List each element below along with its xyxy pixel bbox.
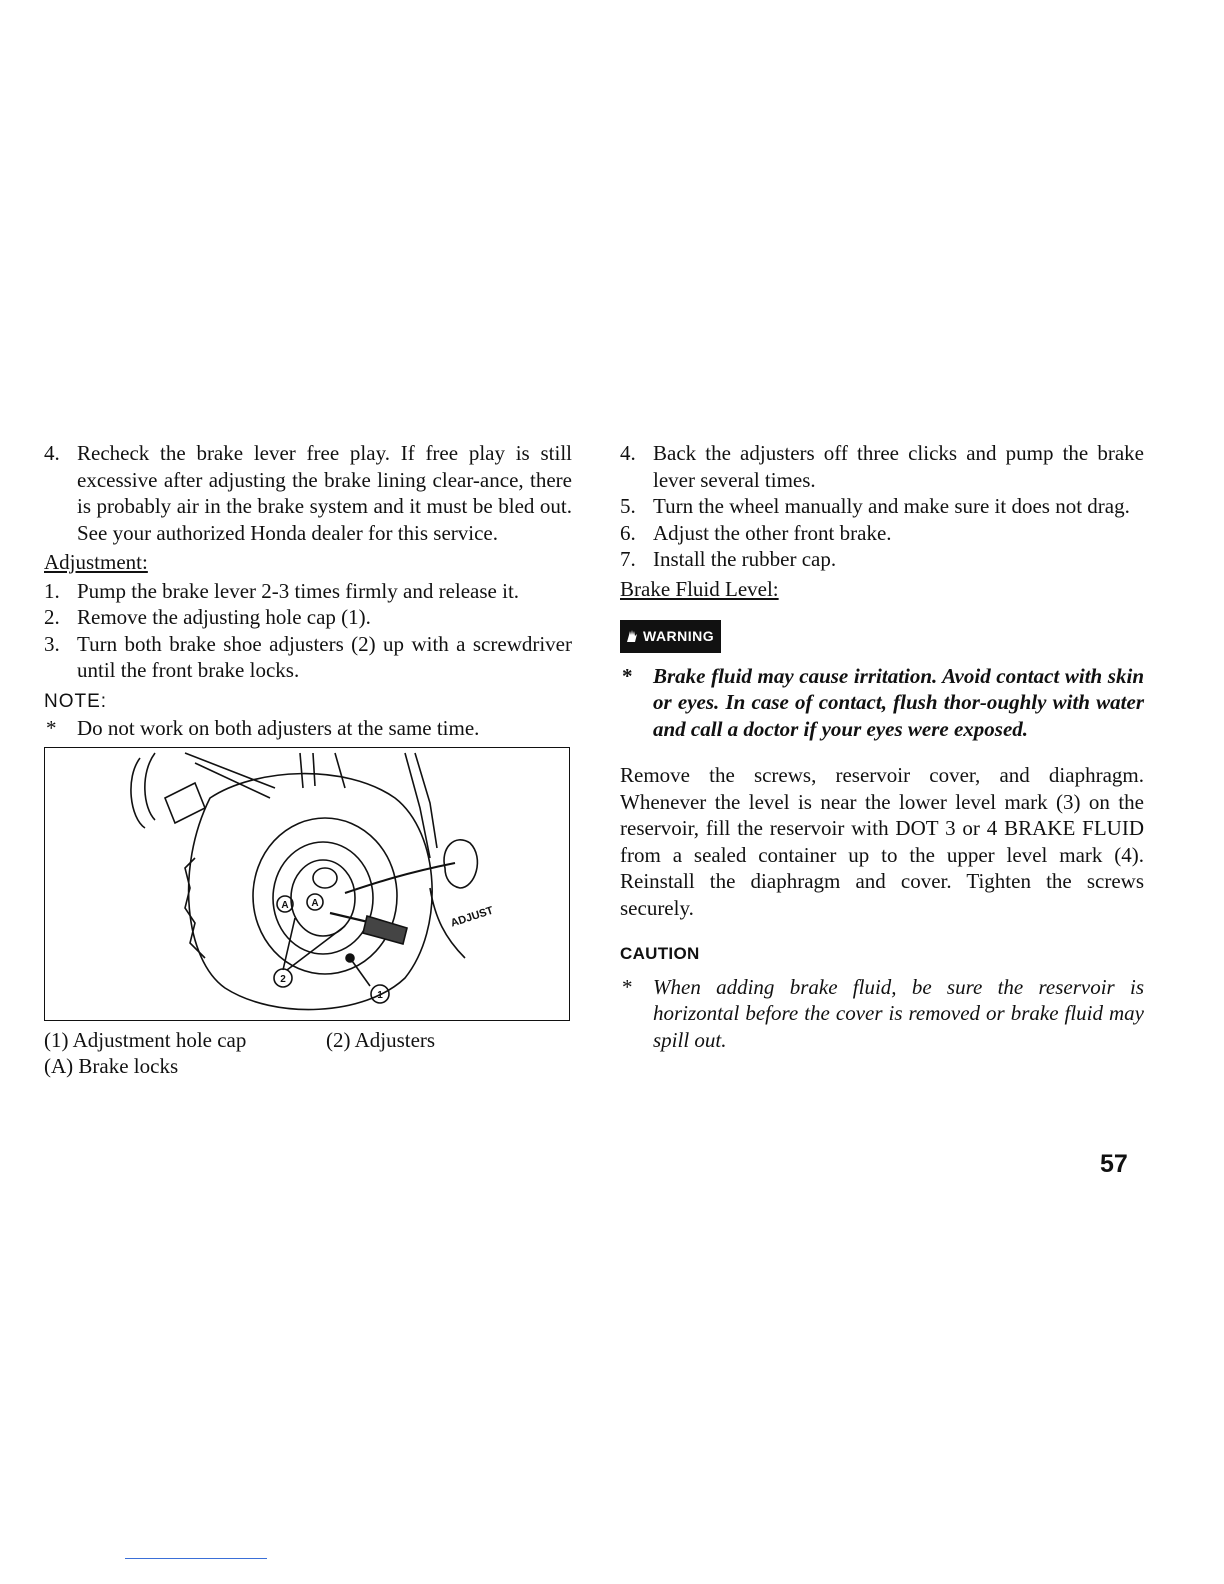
step-number: 1. — [44, 578, 60, 603]
frame-tube — [131, 758, 145, 828]
reservoir-instructions: Remove the screws, reservoir cover, and diaphragm. Whenever the level is near the lower level mark (3) on the reservoir, fill the reservoir with DOT 3 or 4 BRAKE FLUID from a sealed container up to the upper level mark (4). Reinstall the diaphragm and cover. Tighten the screws securely. — [620, 763, 1144, 920]
figure-captions — [44, 1027, 572, 1080]
caption-adjustment-hole-cap: (1) Adjustment hole cap — [44, 1027, 247, 1052]
caption-adjusters: (2) Adjusters — [326, 1027, 436, 1052]
screwdriver-handle — [363, 916, 407, 944]
tire-tread — [185, 858, 205, 958]
caution-text: When adding brake fluid, be sure the reservoir is horizontal before the cover is removed or brake fluid may spill out. — [653, 974, 1144, 1052]
frame-tube — [145, 753, 155, 820]
caution-label: CAUTION — [620, 944, 700, 963]
step-2 — [44, 604, 572, 631]
caution-item — [620, 974, 1144, 1054]
bullet-asterisk: * — [622, 974, 633, 999]
wheel-drawing — [45, 748, 569, 1020]
leader-line-1 — [350, 958, 370, 986]
step-text: Turn both brake shoe adjusters (2) up with a screwdriver until the front brake locks. — [77, 631, 572, 682]
frame-tube — [185, 753, 275, 788]
brake-drum — [273, 842, 373, 954]
step-7 — [620, 546, 1144, 573]
step-number: 7. — [620, 547, 636, 571]
caption-brake-locks: (A) Brake locks — [44, 1054, 179, 1078]
callout-a-label: A — [281, 899, 289, 911]
step-3 — [44, 631, 572, 684]
frame-tube — [405, 753, 430, 858]
warning-item — [620, 663, 1144, 743]
left-column — [44, 440, 572, 1080]
frame-tube — [195, 763, 270, 798]
brake-cable-bracket — [165, 783, 205, 823]
brake-cable — [345, 863, 455, 893]
step-text: Adjust the other front brake. — [653, 520, 892, 545]
step-number: 3. — [44, 631, 60, 656]
frame-tube — [313, 753, 315, 786]
adjust-label: ADJUST — [449, 904, 495, 930]
brake-fluid-level-heading: Brake Fluid Level: — [620, 576, 779, 601]
warning-badge — [620, 620, 721, 653]
step-number: 4. — [620, 441, 636, 465]
step-text: Pump the brake lever 2-3 times firmly and release it. — [77, 578, 520, 603]
page-number: 57 — [1100, 1150, 1128, 1178]
callout-a-label: A — [311, 897, 319, 909]
step-number: 2. — [44, 605, 60, 629]
step-5 — [620, 493, 1144, 520]
step-text: Install the rubber cap. — [653, 547, 837, 571]
callout-1-label: 1 — [377, 989, 383, 1001]
step-text: Recheck the brake lever free play. If free play is still excessive after adjusting the brake lining clear-ance, there is probably air in the brake system and it must be bled out. See your authorized Honda dealer for this service. — [77, 441, 572, 545]
brake-adjuster-illustration — [44, 747, 570, 1021]
step-4-back-off — [620, 440, 1144, 493]
tire-outline — [189, 773, 433, 1009]
step-number: 5. — [620, 494, 636, 518]
step-text: Back the adjusters off three clicks and pump the brake lever several times. — [653, 441, 1144, 492]
step-number: 6. — [620, 520, 636, 545]
step-number: 4. — [44, 441, 60, 465]
step-6 — [620, 520, 1144, 547]
caption-row — [44, 1027, 572, 1054]
footer-rule — [125, 1558, 267, 1559]
frame-tube — [335, 753, 345, 788]
note-item — [44, 715, 572, 742]
step-4-recheck — [44, 440, 572, 546]
callout-2-label: 2 — [280, 973, 286, 985]
step-text: Remove the adjusting hole cap (1). — [77, 605, 371, 629]
note-text: Do not work on both adjusters at the same time. — [77, 716, 480, 740]
bullet-asterisk: * — [622, 663, 633, 688]
adjustment-heading: Adjustment: — [44, 550, 148, 574]
warning-label: WARNING — [643, 628, 715, 644]
step-text: Turn the wheel manually and make sure it does not drag. — [653, 494, 1130, 518]
frame-tube — [300, 753, 303, 788]
leader-line-2 — [287, 926, 345, 970]
note-label: NOTE: — [44, 690, 108, 712]
bullet-asterisk: * — [46, 716, 57, 740]
adjusting-hole-cap — [346, 954, 354, 962]
hub-cap — [313, 868, 337, 888]
step-1 — [44, 578, 572, 605]
right-column — [620, 440, 1144, 1053]
warning-text: Brake fluid may cause irritation. Avoid contact with skin or eyes. In case of contact, flush thor-oughly with water and call a doctor if your eyes were exposed. — [653, 663, 1144, 741]
hub — [291, 860, 355, 936]
hand-warning-icon — [624, 628, 640, 644]
